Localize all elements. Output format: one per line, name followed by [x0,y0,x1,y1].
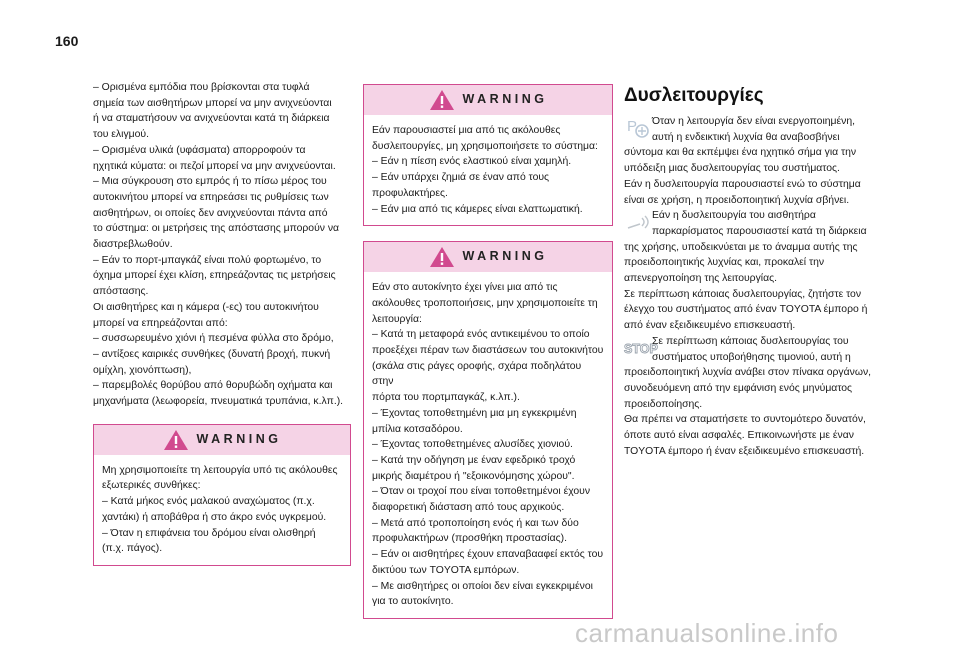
malfunction-block-2 [624,208,900,239]
text-line: Σε περίπτωση κάποιας δυσλειτουργίας του [652,335,849,347]
text-line: είναι σε χρήση, η προειδοποιητική λυχνία σβήνει. [624,194,850,206]
text-line: διαφορετική διάσταση από τους αρχικούς. [372,502,565,514]
text-line: – Όταν οι τροχοί που είναι τοποθετημένοι έχουν [372,486,591,498]
warning-box-1 [93,424,351,566]
text-line: – συσσωρευμένο χιόνι ή πεσμένα φύλλα στο δρόμο, [93,333,334,345]
text-line: της χρήσης, υποδεικνύεται με το άναμμα αυτής της [624,241,858,253]
text-line: Σε περίπτωση κάποιας δυσλειτουργίας, ζητήστε τον [624,288,862,300]
text-line: από έναν εξειδικευμένο επισκευαστή. [624,320,796,332]
text-line: – παρεμβολές θορύβου από θορυβώδη οχήματα και [93,380,333,392]
warning-header [364,85,612,115]
text-line: δυσλειτουργίες, μη χρησιμοποιήσετε το σύστημα: [372,140,598,152]
svg-text:P: P [627,118,638,135]
text-line: μηχανήματα (λεωφορεία, πνευματικά τρυπάνια, κ.λπ.). [93,396,344,408]
text-line: – αντίξοες καιρικές συνθήκες (δυνατή βροχή, πυκνή [93,348,331,360]
text-line: – Κατά τη μεταφορά ενός αντικειμένου το οποίο [372,329,590,341]
text-line: εξωτερικές συνθήκες: [102,480,201,492]
malfunction-block-1 [624,114,900,145]
malfunction-block-3 [624,334,900,365]
text-line: αυτοκινήτου μπορεί να επηρεάσει τις ρυθμίσεις των [93,191,329,203]
warning-body [364,115,612,225]
warning-title: WARNING [462,249,548,264]
text-line: – Έχοντας τοποθετημένες αλυσίδες χιονιού. [372,439,573,451]
text-line: αισθητήρων, οι οποίες δεν ανιχνεύονται πάντα από [93,207,328,219]
warning-triangle-icon [163,429,189,451]
text-line: λειτουργία: [372,313,422,325]
text-line: Μη χρησιμοποιείτε τη λειτουργία υπό τις ακόλουθες [102,464,338,476]
text-line: – Εάν οι αισθητήρες έχουν επαναβααφεί εκτός του [372,549,604,561]
text-line: απόστασης. [93,286,149,298]
text-line: προεξέχει πέραν των διαστάσεων του αυτοκινήτου [372,345,604,357]
text-line: – Ορισμένα υλικά (υφάσματα) απορροφούν τα [93,144,306,156]
column-2 [363,84,613,619]
text-line: – Εάν το πορτ-μπαγκάζ είναι πολύ φορτωμένο, το [93,254,322,266]
text-line: διαστρεβλωθούν. [93,239,173,251]
text-line: ακόλουθες τροποποιήσεις, μην χρησιμοποιείτε τη [372,297,598,309]
text-line: σύντομα και θα εκπέμψει ένα ηχητικό σήμα για την [624,147,857,159]
text-line: – Ορισμένα εμπόδια που βρίσκονται στα τυφλά [93,82,310,93]
text-line: προειδοποιητικής λυχνίας και, προκαλεί την [624,257,825,269]
sensor-wave-icon [624,208,652,236]
text-line: (π.χ. πάγος). [102,543,163,555]
block1-first-lines [652,114,855,145]
text-line: σημεία των αισθητήρων μπορεί να μην ανιχνεύονται [93,97,332,109]
text-line: μπίλια κοτσαδόρου. [372,423,463,435]
text-line: χαντάκι) ή αποβάθρα ή στο άκρο ενός υγκρεμού. [102,511,327,523]
warning-triangle-icon [429,89,455,111]
block2-first-lines [652,208,867,239]
text-line: πόρτα του πορτμπαγκάζ, κ.λπ.). [372,392,520,404]
text-line: ή να σταματήσουν να ανιχνεύονται κατά τη διάρκεια [93,113,330,125]
text-line: – Εάν μια από τις κάμερες είναι ελαττωματική. [372,203,583,215]
warning-title: WARNING [462,92,548,107]
text-line: συνοδευόμενη από την εμφάνιση ενός μηνύματος [624,382,853,394]
text-line: ομίχλη, χιονόπτωση), [93,364,192,376]
page-number: 160 [55,33,79,49]
col1-text [93,80,351,410]
block1-text [624,145,900,208]
text-line: όποτε αυτό είναι ασφαλές. Επικοινωνήστε με έναν [624,430,854,442]
text-line: προφυλακτήρων (προσθήκη προστασίας). [372,533,567,545]
text-line: Εάν παρουσιαστεί μια από τις ακόλουθες [372,125,561,136]
stop-icon [624,334,658,362]
warning-body [94,455,350,565]
text-line: – Εάν η πίεση ενός ελαστικού είναι χαμηλή. [372,156,572,168]
warning-triangle-icon [429,246,455,268]
text-line: μπορεί να επηρεάζονται από: [93,317,228,329]
text-line: προειδοποιητική λυχνία ανάβει στον πίνακα οργάνων, [624,367,872,379]
column-3 [624,84,900,459]
text-line: μικρής διαμέτρου ή "εξοικονόμησης χώρου". [372,470,575,482]
section-heading: Δυσλειτουργίες [624,85,764,106]
warning-title: WARNING [196,431,282,446]
warning-header [364,242,612,272]
text-line: αυτή η ενδεικτική λυχνία θα αναβοσβήνει [652,131,840,143]
text-line: Εάν στο αυτοκίνητο έχει γίνει μια από τις [372,282,558,294]
text-line: Όταν η λειτουργία δεν είναι ενεργοποιημένη, [652,116,856,127]
block3-first-lines [652,334,851,365]
text-line: δικτύου των TOYOTA εμπόρων. [372,564,520,576]
text-line: παρκαρίσματος παρουσιαστεί κατά τη διάρκεια [652,225,867,237]
text-line: – Έχοντας τοποθετημένη μια μη εγκεκριμένη [372,407,577,419]
column-1 [93,80,351,566]
text-line: έλεγχο του συστήματος από έναν TOYOTA έμπορο ή [624,304,868,316]
text-line: – Με αισθητήρες οι οποίοι δεν είναι εγκεκριμένοι [372,580,593,592]
text-line: ηχητικά κύματα: οι πεζοί μπορεί να μην ανιχνεύονται. [93,160,336,172]
stop-icon-text: STOP [624,341,658,356]
text-line: – Μετά από τροποποίηση ενός ή και των δύο [372,517,579,529]
watermark: carmanualsonline.info [575,618,839,648]
text-line: Οι αισθητήρες και η κάμερα (-ες) του αυτοκινήτου [93,301,319,313]
warning-box-2 [363,84,613,226]
text-line: απενεργοποίηση της λειτουργίας. [624,273,777,285]
text-line: του ελιγμού. [93,129,149,141]
text-line: – Κατά την οδήγηση με έναν εφεδρικό τροχό [372,454,576,466]
text-line: – Κατά μήκος ενός μαλακού αναχώματος (π.χ. [102,496,315,508]
text-line: για το αυτοκίνητο. [372,596,454,608]
block3-text [624,365,900,459]
text-line: TOYOTA έμπορο ή έναν εξειδικευμένο επισκευαστή. [624,445,865,457]
text-line: Εάν η δυσλειτουργία του αισθητήρα [652,210,816,222]
text-line: Εάν η δυσλειτουργία παρουσιαστεί ενώ το σύστημα [624,178,861,190]
warning-body [364,272,612,618]
text-line: συστήματος υποβοήθησης τιμονιού, αυτή η [652,351,851,363]
warning-header [94,425,350,455]
text-line: προφυλακτήρες. [372,187,448,199]
text-line: – Μια σύγκρουση στο εμπρός ή το πίσω μέρος του [93,176,327,188]
text-line: όχημα μπορεί έχει κλίση, επηρεάζοντας τις μετρήσεις [93,270,336,282]
block2-text [624,240,900,334]
warning-box-3 [363,241,613,619]
text-line: το σύστημα: οι μετρήσεις της απόστασης μπορούν να [93,223,340,235]
text-line: (σκάλα στις ράγες οροφής, σχάρα ποδηλάτου στην [372,360,582,388]
text-line: – Όταν η επιφάνεια του δρόμου είναι ολισθηρή [102,527,316,539]
text-line: υπόδειξη μιας δυσλειτουργίας του συστήματος. [624,163,840,175]
text-line: προειδοποίησης. [624,398,703,410]
text-line: – Εάν υπάρχει ζημιά σε έναν από τους [372,172,550,184]
text-line: Θα πρέπει να σταματήσετε το συντομότερο δυνατόν, [624,414,866,426]
park-assist-icon [624,114,652,142]
